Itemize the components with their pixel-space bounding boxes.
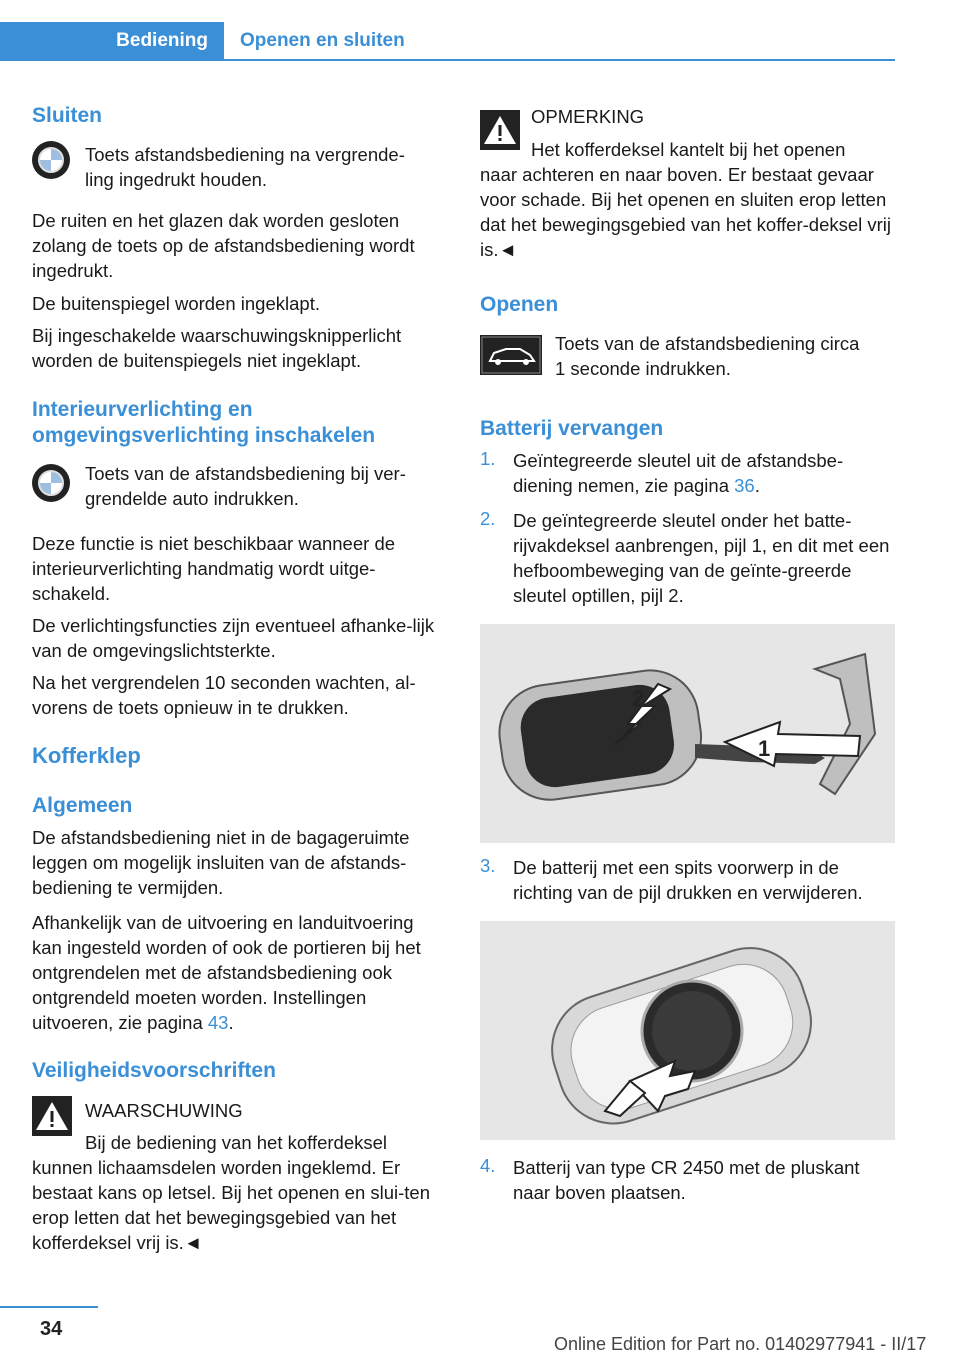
heading-batterij: Batterij vervangen bbox=[480, 417, 664, 440]
warning-title: WAARSCHUWING bbox=[85, 1100, 243, 1121]
paragraph: Deze functie is niet beschikbaar wanneer de interieurverlichting handmatig wordt uitge-schakeld. bbox=[32, 533, 396, 604]
warning-icon bbox=[480, 110, 520, 150]
paragraph: De buitenspiegel worden ingeklapt. bbox=[32, 293, 320, 314]
footer-divider bbox=[0, 1306, 98, 1308]
step-text: De geïntegreerde sleutel onder het batte-rijvakdeksel aanbrengen, pijl 1, en dit met een hefboombeweging van de geïnte-greerde sleutel optillen, pijl 2. bbox=[513, 510, 890, 606]
interieur-icon-text-1: Toets van de afstandsbediening bij ver- bbox=[85, 463, 406, 484]
step-text: Batterij van type CR 2450 met de pluskant naar boven plaatsen. bbox=[513, 1157, 860, 1203]
heading-openen: Openen bbox=[480, 293, 559, 316]
page-link[interactable]: 36 bbox=[734, 475, 755, 496]
warning-text-1: Bij de bediening van het kofferdeksel bbox=[85, 1132, 388, 1153]
warning-text: kunnen lichaamsdelen worden ingeklemd. Er bestaat kans op letsel. Bij het openen en slui-ten erop letten dat het bewegingsgebied van het kofferdeksel vrij is.◄ bbox=[32, 1157, 431, 1253]
paragraph: De verlichtingsfuncties zijn eventueel afhanke-lijk van de omgevingslichtsterkte. bbox=[32, 615, 435, 661]
step-text: De batterij met een spits voorwerp in de richting van de pijl drukken en verwijderen. bbox=[513, 857, 863, 903]
heading-sluiten: Sluiten bbox=[32, 104, 103, 127]
note-text-1: Het kofferdeksel kantelt bij het openen bbox=[531, 139, 846, 160]
heading-veiligheid: Veiligheidsvoorschriften bbox=[32, 1059, 276, 1082]
arrow-label-1: 1 bbox=[758, 736, 771, 761]
battery-figure-2 bbox=[480, 921, 895, 1140]
sluiten-icon-text-1: Toets afstandsbediening na vergrende- bbox=[85, 144, 405, 165]
paragraph: De ruiten en het glazen dak worden gesloten zolang de toets op de afstandsbediening wordt ingedrukt. bbox=[32, 210, 415, 281]
step-text: Geïntegreerde sleutel uit de afstandsbe-diening nemen, zie pagina 36. bbox=[513, 450, 844, 496]
paragraph: Afhankelijk van de uitvoering en landuitvoering kan ingesteld worden of ook de portieren bij het ontgrendelen met de afstandsbediening ook ontgrendeld moeten worden. Instellingen uitvoeren, zie pagina 43. bbox=[32, 912, 421, 1033]
openen-icon-text-2: 1 seconde indrukken. bbox=[555, 358, 731, 379]
bmw-key-icon bbox=[32, 464, 70, 502]
step-number: 4. bbox=[480, 1155, 496, 1176]
warning-icon bbox=[32, 1096, 72, 1136]
paragraph: Na het vergrendelen 10 seconden wachten, al-vorens de toets opnieuw in te drukken. bbox=[32, 672, 416, 718]
step-number: 2. bbox=[480, 508, 496, 529]
sluiten-icon-text-2: ling ingedrukt houden. bbox=[85, 169, 268, 190]
tab-openen-en-sluiten[interactable]: Openen en sluiten bbox=[240, 30, 405, 51]
step-number: 3. bbox=[480, 855, 496, 876]
heading-interieur-1: Interieurverlichting en bbox=[32, 398, 253, 421]
heading-algemeen: Algemeen bbox=[32, 794, 133, 817]
heading-interieur-2: omgevingsverlichting inschakelen bbox=[32, 424, 376, 447]
heading-kofferklep: Kofferklep bbox=[32, 743, 141, 768]
paragraph: De afstandsbediening niet in de bagageruimte leggen om mogelijk insluiten van de afstands-bediening te vermijden. bbox=[32, 827, 410, 898]
note-title: OPMERKING bbox=[531, 106, 645, 127]
bmw-key-icon bbox=[32, 141, 70, 179]
interieur-icon-text-2: grendelde auto indrukken. bbox=[85, 488, 299, 509]
trunk-button-icon bbox=[480, 335, 542, 375]
arrow-label-2: 2 bbox=[632, 686, 645, 711]
note-text: naar achteren en naar boven. Er bestaat gevaar voor schade. Bij het openen en sluiten erop letten dat het bewegingsgebied van het koffer-deksel vrij is.◄ bbox=[480, 164, 892, 260]
page-link[interactable]: 43 bbox=[207, 1012, 229, 1033]
step-number: 1. bbox=[480, 448, 496, 469]
tab-bediening[interactable]: Bediening bbox=[0, 22, 224, 60]
openen-icon-text-1: Toets van de afstandsbediening circa bbox=[555, 333, 860, 354]
header-divider bbox=[0, 59, 895, 61]
paragraph: Bij ingeschakelde waarschuwingsknipperlicht worden de buitenspiegels niet ingeklapt. bbox=[32, 325, 402, 371]
edition-text: Online Edition for Part no. 01402977941 - II/17 bbox=[554, 1334, 927, 1354]
page-number: 34 bbox=[40, 1318, 63, 1340]
key-figure-1 bbox=[480, 624, 895, 843]
